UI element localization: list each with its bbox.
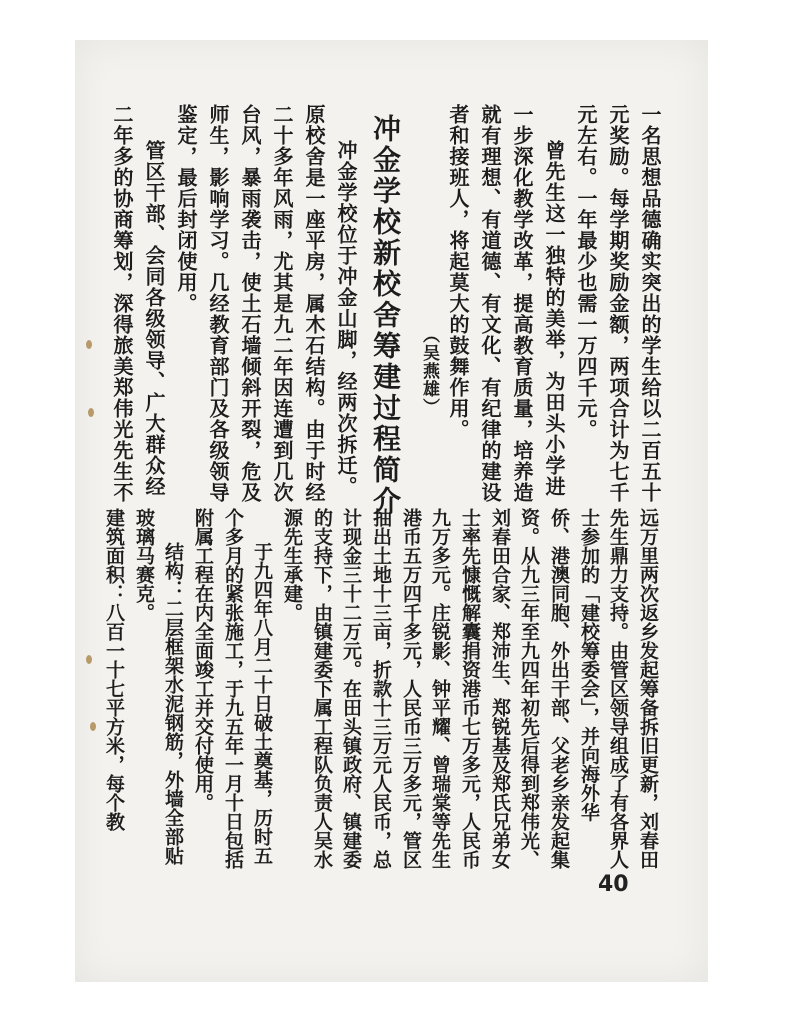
- top-para2-line-2: 一步深化教学改革，提高教育质量，培养造: [510, 104, 534, 503]
- binder-hole: [86, 655, 92, 664]
- top-intro-line-1: 一名思想品德确实突出的学生给以二百五十: [638, 104, 662, 503]
- top-para3-line-5: 师生，影响学习。几经教育部门及各级领导: [206, 104, 230, 503]
- top-para3-line-4: 台风，暴雨袭击，使土石墙倾斜开裂，危及: [238, 104, 262, 503]
- bottom-line-9: 港币五万四千多元，人民币三万多元，管区: [400, 508, 422, 869]
- article-title: 冲金学校新校舍筹建过程简介: [369, 114, 402, 517]
- page-number: 40: [598, 872, 629, 897]
- article-author: （吴燕雄）: [419, 326, 439, 416]
- bottom-line-12: 的支持下，由镇建委下属工程队负责人吴水: [311, 508, 333, 869]
- top-intro-line-3: 元左右。一年最少也需一万四千元。: [574, 104, 598, 440]
- top-para3-line-3: 二十多年风雨，尤其是九二年因连遭到几次: [270, 104, 294, 503]
- binder-hole: [90, 722, 96, 731]
- top-para3-line-1: 冲金学校位于冲金山脚，经两次拆迁。: [334, 140, 358, 497]
- bottom-line-18: 玻璃马赛克。: [133, 508, 155, 622]
- bottom-line-17: 结构：二层框架水泥钢筋，外墙全部贴: [162, 542, 184, 865]
- top-para2-line-4: 者和接班人，将起莫大的鼓舞作用。: [446, 104, 470, 440]
- top-para2-line-3: 就有理想、有道德、有文化、有纪律的建设: [478, 104, 502, 503]
- bottom-line-2: 先生鼎力支持。由管区领导组成了有各界人: [607, 508, 629, 869]
- top-para3-line-2: 原校舍是一座平房，属木石结构。由于时经: [302, 104, 326, 503]
- bottom-line-3: 士参加的「建校筹委会」，并向海外华: [578, 508, 600, 822]
- bottom-line-15: 个多月的紧张施工，于九五年一月十日包括: [222, 508, 244, 869]
- bottom-line-4: 侨、港澳同胞、外出干部、父老乡亲发起集: [548, 508, 570, 869]
- bottom-line-8: 九万多元。庄锐影、钟平耀、曾瑞棠等先生: [429, 508, 451, 869]
- bottom-line-19: 建筑面积：八百一十七平方米，每个教: [103, 508, 125, 831]
- bottom-line-11: 计现金三十二万元。在田头镇政府、镇建委: [340, 508, 362, 869]
- top-para3-line-6: 鉴定，最后封闭使用。: [174, 104, 198, 314]
- top-para3-line-8: 二年多的协商筹划，深得旅美郑伟光先生不: [110, 104, 134, 503]
- bottom-line-16: 附属工程在内全面竣工并交付使用。: [192, 508, 214, 812]
- top-para2-line-1: 曾先生这一独特的美举，为田头小学进: [542, 140, 566, 497]
- top-para3-line-7: 管区干部、会同各级领导、广大群众经: [142, 140, 166, 497]
- bottom-line-1: 远万里两次返乡发起筹备拆旧更新，刘春田: [637, 508, 659, 869]
- top-intro-line-2: 元奖励。每学期奖励金额，两项合计为七千: [606, 104, 630, 503]
- bottom-line-7: 士率先慷慨解囊捐资港币七万多元，人民币: [459, 508, 481, 869]
- bottom-line-13: 源先生承建。: [281, 508, 303, 622]
- binder-hole: [88, 408, 94, 417]
- binder-hole: [86, 340, 92, 349]
- bottom-line-5: 资。从九三年至九四年初先后得到郑伟光、: [518, 508, 540, 869]
- bottom-line-10: 抽出土地十三亩，折款十三万元人民币，总: [370, 508, 392, 869]
- bottom-line-14: 于九四年八月二十日破土奠基，历时五: [251, 542, 273, 865]
- bottom-line-6: 刘春田合家、郑沛生、郑锐基及郑氏兄弟女: [489, 508, 511, 869]
